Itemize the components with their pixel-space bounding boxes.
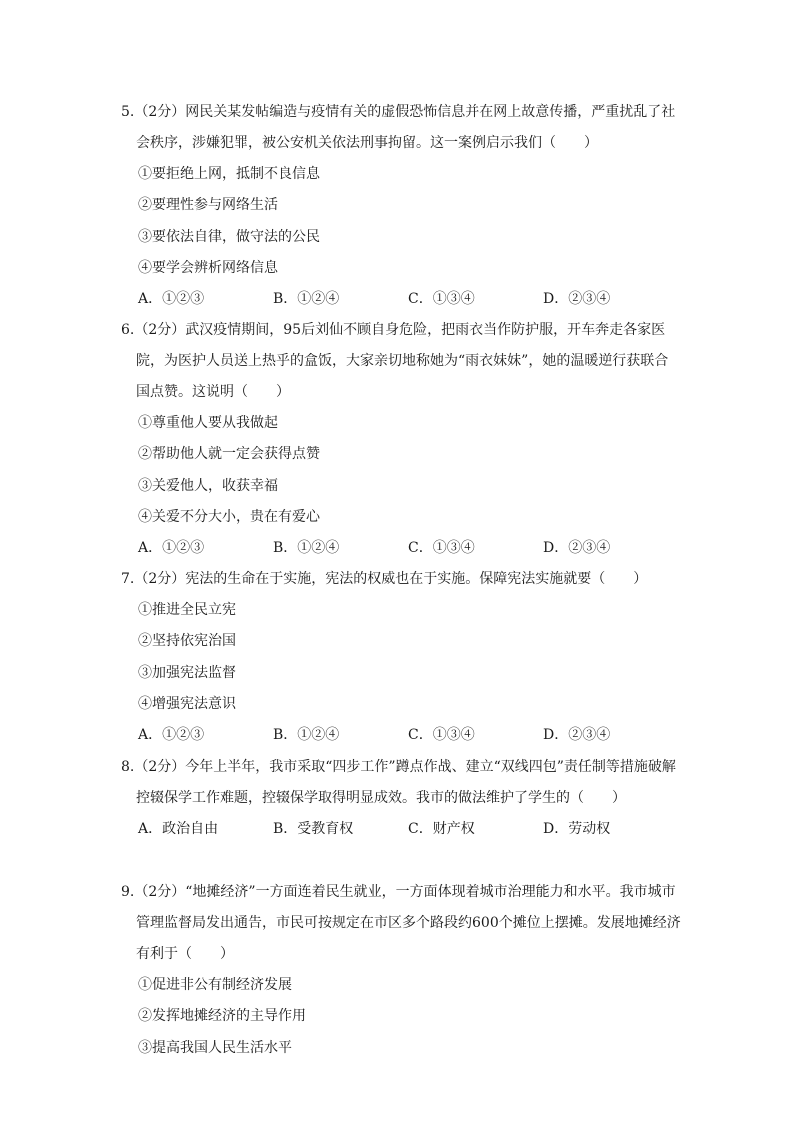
question-6 (121, 315, 681, 564)
option-2: ②帮助他人就一定会获得点赞 (138, 446, 320, 463)
answer-a[interactable]: A．政治自由 (138, 821, 219, 837)
question-9 (121, 877, 681, 1064)
option-3: ③加强宪法监督 (138, 664, 236, 681)
question-stem: 9.（2分）“地摊经济”一方面连着民生就业，一方面体现着城市治理能力和水平。我市城市管理监督局发出通告，市民可按规定在市区多个路段约600个摊位上摆摊。发展地摊经济有利于（ ） (121, 884, 681, 962)
option-2: ②坚持依宪治国 (138, 633, 236, 650)
answer-d[interactable]: D．②③④ (543, 540, 611, 557)
answer-c[interactable]: C．①③④ (408, 540, 475, 557)
option-4: ④增强宪法意识 (138, 695, 236, 712)
answer-c[interactable]: C．财产权 (408, 821, 475, 837)
option-2: ②发挥地摊经济的主导作用 (138, 1008, 306, 1025)
answer-b[interactable]: B．①②④ (273, 540, 340, 557)
answer-d[interactable]: D．②③④ (543, 291, 611, 308)
question-stem: 7.（2分）宪法的生命在于实施，宪法的权威也在于实施。保障宪法实施就要（ ） (121, 571, 648, 587)
answer-choices (121, 814, 681, 845)
answer-d[interactable]: D．劳动权 (543, 821, 611, 837)
option-1: ①尊重他人要从我做起 (138, 415, 278, 431)
answer-b[interactable]: B．①②④ (273, 291, 340, 308)
option-1: ①促进非公有制经济发展 (138, 977, 292, 993)
option-1: ①推进全民立宪 (138, 602, 236, 618)
option-3: ③提高我国人民生活水平 (138, 1039, 292, 1056)
option-3: ③要依法自律，做守法的公民 (138, 228, 320, 245)
answer-c[interactable]: C．①③④ (408, 291, 475, 308)
option-4: ④关爱不分大小，贵在有爱心 (138, 508, 320, 525)
answer-b[interactable]: B．①②④ (273, 727, 340, 744)
question-stem: 6.（2分）武汉疫情期间，95后刘仙不顾自身危险，把雨衣当作防护服，开车奔走各家医院，为医护人员送上热乎的盒饭，大家亲切地称她为“雨衣妹妹”，她的温暖逆行获联合国点赞。这说明（ ） (121, 322, 669, 400)
question-5 (121, 97, 681, 315)
answer-c[interactable]: C．①③④ (408, 727, 475, 744)
option-1: ①要拒绝上网，抵制不良信息 (138, 166, 320, 182)
option-4: ④要学会辨析网络信息 (138, 259, 278, 276)
answer-a[interactable]: A．①②③ (138, 727, 205, 744)
option-2: ②要理性参与网络生活 (138, 197, 278, 214)
answer-choices (121, 284, 681, 315)
answer-d[interactable]: D．②③④ (543, 727, 611, 744)
answer-b[interactable]: B．受教育权 (273, 821, 354, 837)
answer-a[interactable]: A．①②③ (138, 540, 205, 557)
option-3: ③关爱他人，收获幸福 (138, 477, 278, 494)
question-7 (121, 564, 681, 751)
answer-choices (121, 533, 681, 564)
question-stem: 5.（2分）网民关某发帖编造与疫情有关的虚假恐怖信息并在网上故意传播，严重扰乱了社会秩序，涉嫌犯罪，被公安机关依法刑事拘留。这一案例启示我们（ ） (121, 104, 676, 151)
answer-a[interactable]: A．①②③ (138, 291, 205, 308)
question-8 (121, 752, 681, 845)
question-stem: 8.（2分）今年上半年，我市采取“四步工作”蹲点作战、建立“双线四包”责任制等措施破解控辍保学工作难题，控辍保学取得明显成效。我市的做法维护了学生的（ ） (121, 759, 676, 806)
answer-choices (121, 720, 681, 751)
